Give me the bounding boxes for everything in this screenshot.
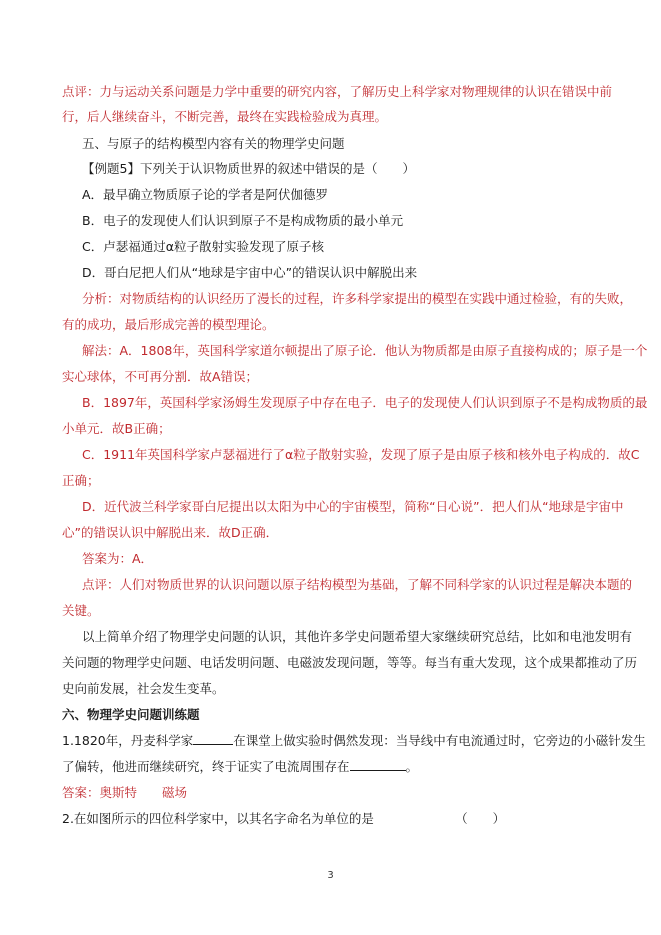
- summary-line-3: 史向前发展，社会发生变革。: [62, 681, 225, 696]
- option-a: A．最早确立物质原子论的学者是阿伏伽德罗: [82, 187, 329, 202]
- question-1-text-d: 。: [405, 759, 419, 774]
- question-1-line-1: [62, 733, 646, 749]
- option-c: C．卢瑟福通过α粒子散射实验发现了原子核: [82, 239, 324, 254]
- question-1-line-2: [62, 759, 602, 775]
- solution-c-line-2: 正确；: [62, 473, 100, 488]
- solution-b-line-1: B．1897年，英国科学家汤姆生发现原子中存在电子．电子的发现使人们认识到原子不是构成物质的最: [82, 395, 648, 410]
- example-question: 【例题5】下列关于认识物质世界的叙述中错误的是（ ）: [82, 161, 415, 176]
- answer-1: 答案：奥斯特 磁场: [62, 785, 188, 800]
- analysis-line-2: 有的成功，最后形成完善的模型理论。: [62, 317, 275, 332]
- solution-line-2: 实心球体，不可再分割．故A错误；: [62, 369, 259, 384]
- solution-b-line-2: 小单元．故B正确；: [62, 421, 171, 436]
- section-heading-6: 六、物理学史问题训练题: [62, 707, 200, 722]
- page-number: 3: [327, 870, 334, 881]
- comment2-line-2: 关键。: [62, 603, 100, 618]
- solution-d-line-2: 心”的错误认识中解脱出来．故D正确．: [62, 525, 279, 540]
- comment-line-2: 行，后人继续奋斗，不断完善，最终在实践检验成为真理。: [62, 109, 388, 124]
- answer-blank-2[interactable]: [350, 759, 406, 771]
- section-heading-5: 五、与原子的结构模型内容有关的物理学史问题: [82, 136, 345, 151]
- solution-d-line-1: D．近代波兰科学家哥白尼提出以太阳为中心的宇宙模型，简称“日心说”．把人们从“地球是宇宙中: [82, 499, 624, 514]
- option-b: B．电子的发现使人们认识到原子不是构成物质的最小单元: [82, 213, 404, 228]
- question-2: 2.在如图所示的四位科学家中，以其名字命名为单位的是 （ ）: [62, 811, 506, 826]
- question-1-text-a: 1.1820年，丹麦科学家: [62, 733, 194, 748]
- option-d: D．哥白尼把人们从“地球是宇宙中心”的错误认识中解脱出来: [82, 265, 418, 280]
- summary-line-2: 关问题的物理学史问题、电话发明问题、电磁波发现问题，等等。每当有重大发现，这个成果都推动了历: [62, 655, 638, 670]
- analysis-line-1: 分析：对物质结构的认识经历了漫长的过程，许多科学家提出的模型在实践中通过检验，有的失败，: [82, 291, 633, 306]
- solution-c-line-1: C．1911年英国科学家卢瑟福进行了α粒子散射实验，发现了原子是由原子核和核外电子构成的．故C: [82, 447, 640, 462]
- question-1-text-c: 了偏转，他进而继续研究，终于证实了电流周围存在: [62, 759, 350, 774]
- answer-blank-1[interactable]: [193, 733, 233, 745]
- question-1-text-b: 在课堂上做实验时偶然发现：当导线中有电流通过时，它旁边的小磁针发生: [233, 733, 646, 748]
- comment2-line-1: 点评：人们对物质世界的认识问题以原子结构模型为基础，了解不同科学家的认识过程是解决本题的: [82, 577, 633, 592]
- comment-line-1: 点评：力与运动关系问题是力学中重要的研究内容，了解历史上科学家对物理规律的认识在错误中前: [62, 84, 613, 99]
- solution-line-1: 解法：A．1808年，英国科学家道尔顿提出了原子论．他认为物质都是由原子直接构成的；原子是一个: [82, 343, 648, 358]
- summary-line-1: 以上简单介绍了物理学史问题的认识，其他许多学史问题希望大家继续研究总结，比如和电池发明有: [82, 629, 633, 644]
- answer-line: 答案为：A．: [82, 551, 154, 566]
